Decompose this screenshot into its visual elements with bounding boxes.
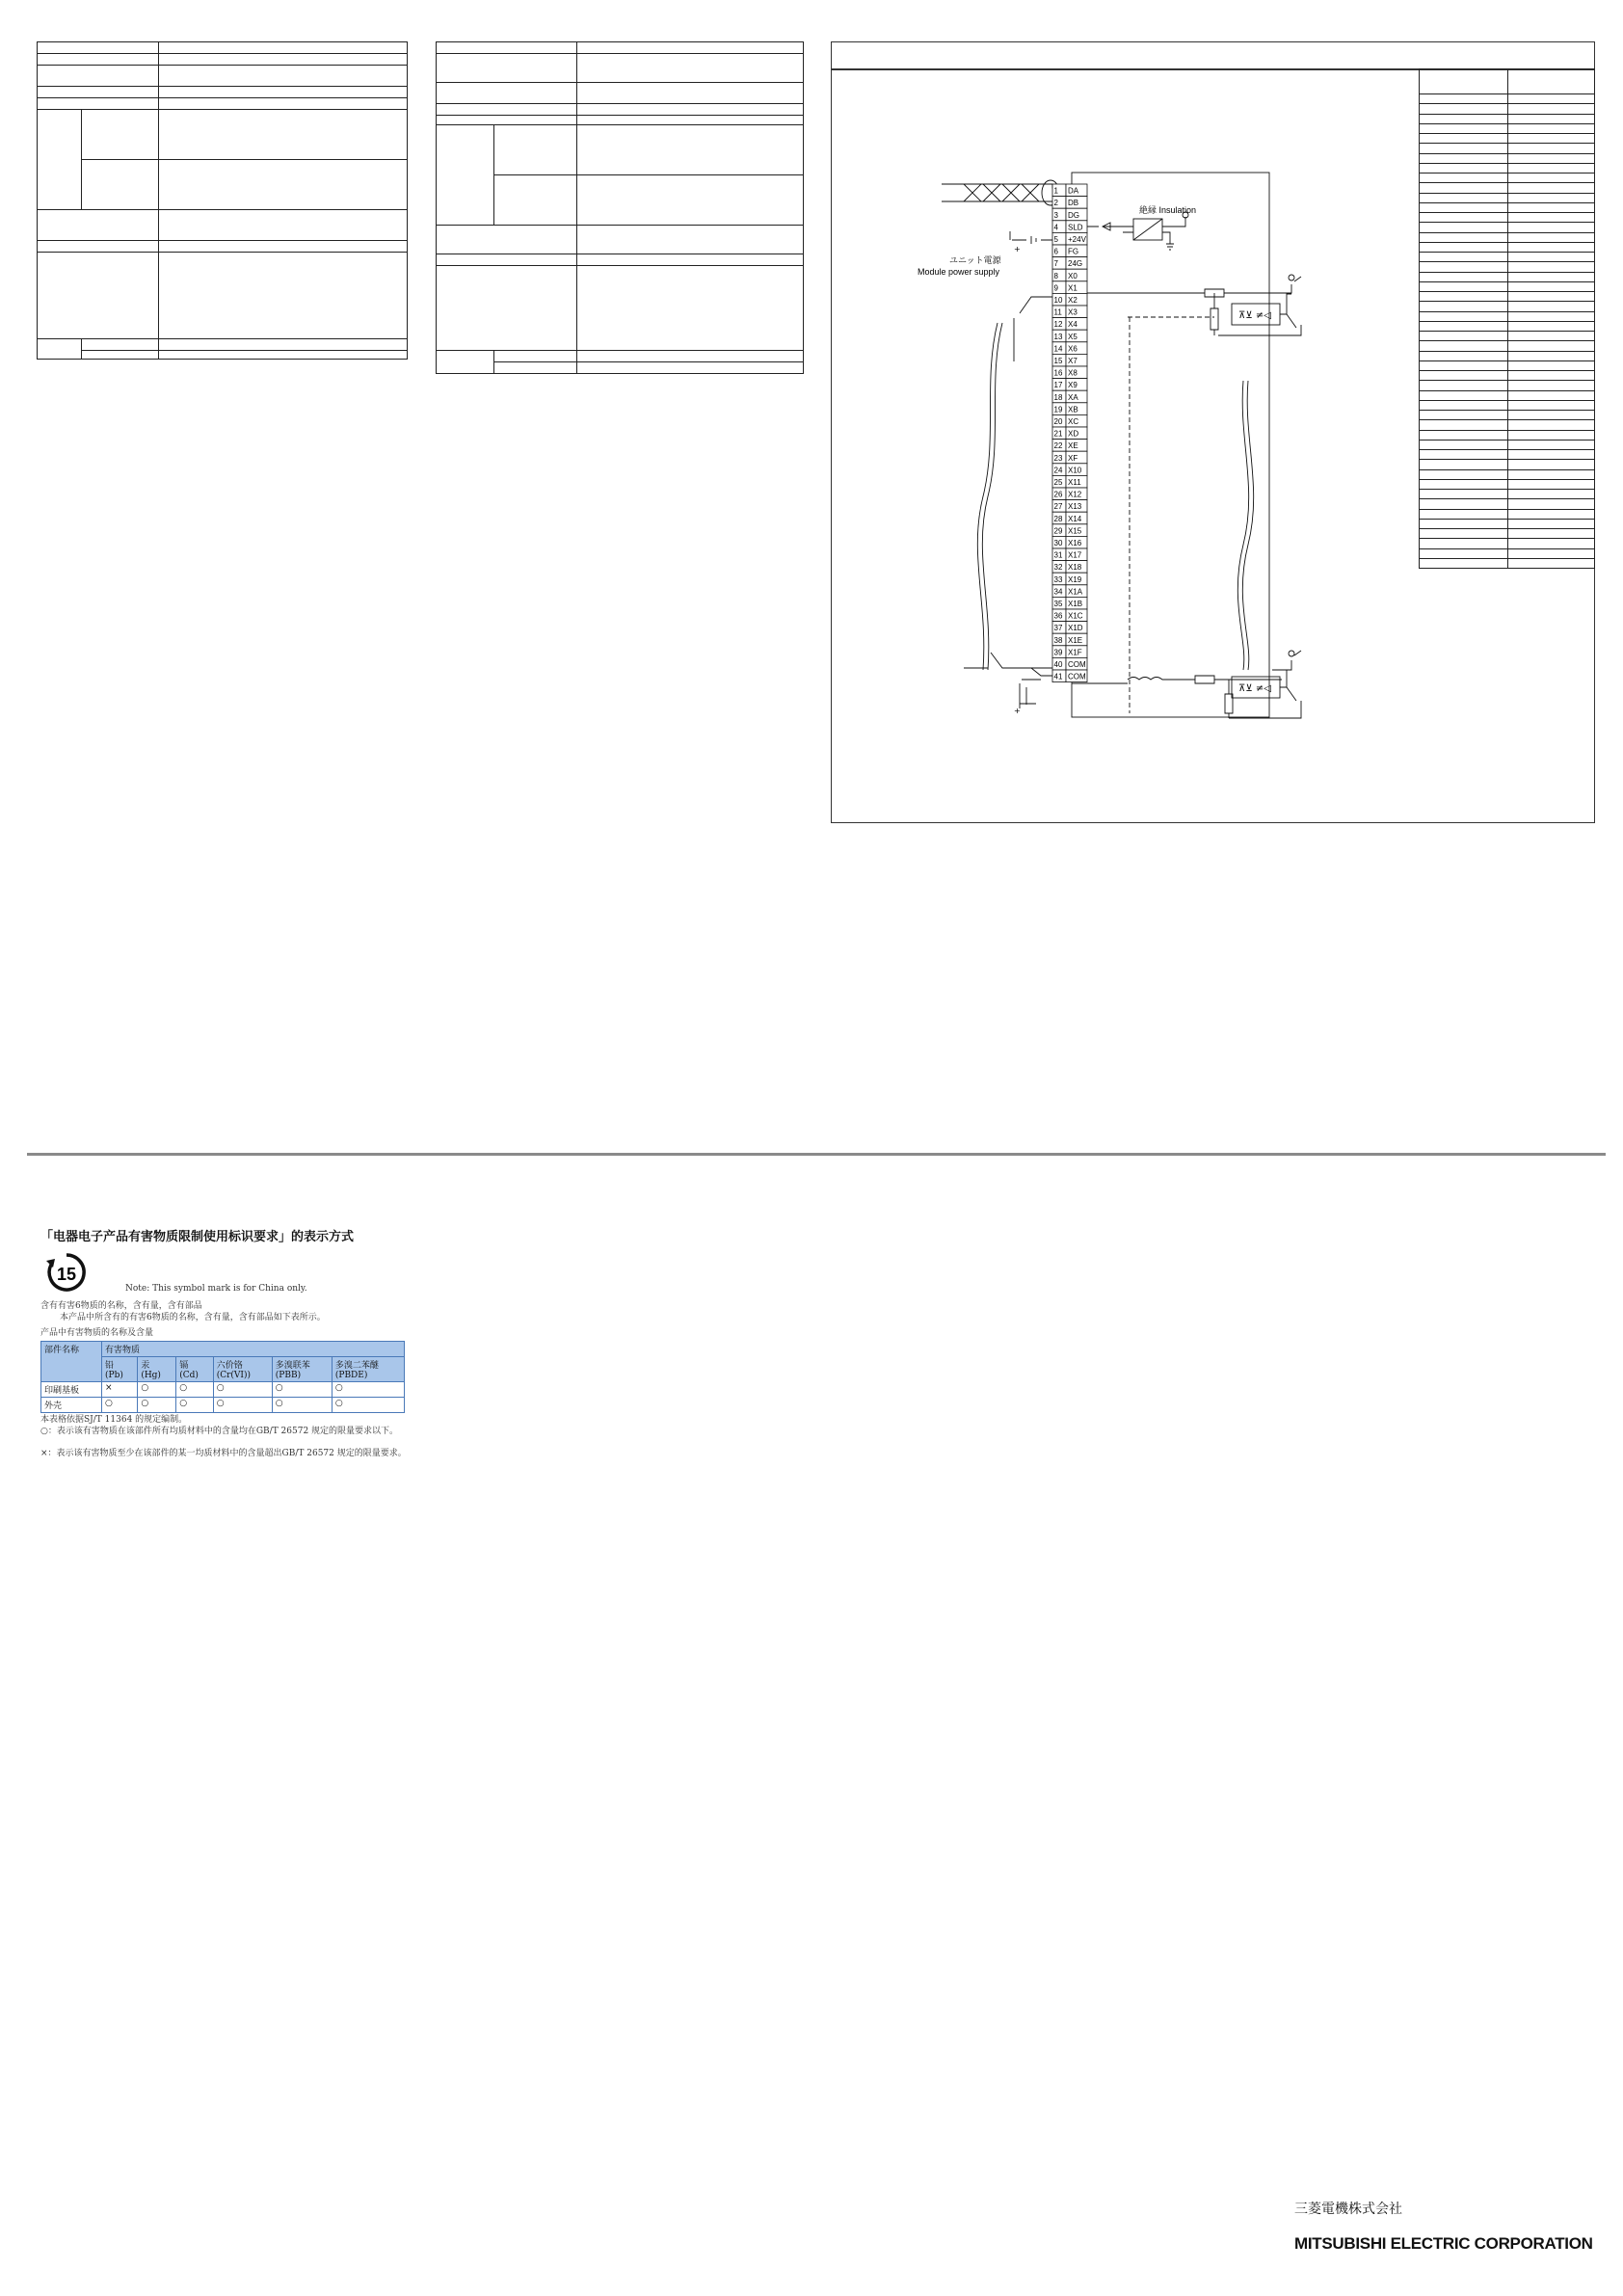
pin-table-row [1420, 114, 1595, 123]
rohs-line-2: 本产品中所含有的有害6物质的名称，含有量，含有部品如下表所示。 [60, 1313, 326, 1322]
pin-number: 22 [1053, 441, 1063, 451]
pin-number: 5 [1053, 235, 1058, 244]
rohs-note: Note: This symbol mark is for China only. [125, 1284, 307, 1294]
substance-header: 汞 (Hg) [138, 1357, 176, 1382]
pin-signal: X2 [1068, 296, 1078, 305]
pin-signal: X11 [1068, 478, 1081, 487]
pin-signal: 24G [1068, 259, 1083, 269]
pin-number: 23 [1053, 453, 1063, 463]
module-power-label-en: Module power supply [918, 267, 1000, 277]
company-name-en: MITSUBISHI ELECTRIC CORPORATION [1294, 2234, 1593, 2253]
pin-table-row [1420, 262, 1595, 272]
part-name: 外壳 [41, 1398, 102, 1413]
pin-signal: XF [1068, 453, 1078, 463]
pin-table-row [1420, 548, 1595, 558]
substance-mark: × [102, 1382, 138, 1398]
wiring-lines [942, 173, 1301, 718]
pin-table-row [1420, 400, 1595, 410]
pin-signal: X14 [1068, 514, 1082, 523]
pin-table-row [1420, 390, 1595, 400]
pin-table-row [1420, 144, 1595, 153]
pin-signal: X1C [1068, 611, 1083, 621]
pin-table-row [1420, 163, 1595, 173]
substance-header: 多溴二苯醚 (PBDE) [332, 1357, 404, 1382]
pin-number: 15 [1053, 357, 1063, 365]
pin-signal: X7 [1068, 357, 1078, 365]
company-name-jp: 三菱電機株式会社 [1294, 2202, 1402, 2217]
pin-table-row [1420, 420, 1595, 430]
pin-signal: X1B [1068, 600, 1083, 608]
insulation-label: 絶縁 Insulation [1139, 205, 1197, 215]
pin-signal: X1D [1068, 624, 1083, 633]
spec-table-1 [37, 41, 408, 360]
pin-number: 29 [1053, 526, 1063, 536]
col-part-header: 部件名称 [41, 1342, 102, 1382]
pin-signal: X17 [1068, 550, 1082, 560]
pin-number: 3 [1053, 210, 1058, 220]
pin-number: 20 [1053, 417, 1063, 426]
substance-mark: ○ [332, 1398, 404, 1413]
pin-table-row [1420, 272, 1595, 281]
pin-signal: X3 [1068, 307, 1078, 317]
pin-signal: X9 [1068, 381, 1078, 390]
substance-mark: ○ [176, 1398, 214, 1413]
pin-number: 7 [1053, 259, 1058, 269]
pin-number: 16 [1053, 368, 1063, 378]
pin-number: 8 [1053, 271, 1058, 280]
pin-number: 37 [1053, 624, 1063, 633]
substance-mark: ○ [272, 1382, 332, 1398]
pin-table-row [1420, 69, 1595, 94]
wiring-diagram [906, 169, 1330, 728]
pin-table-row [1420, 174, 1595, 183]
pin-table-row [1420, 490, 1595, 499]
pin-table-row [1420, 232, 1595, 242]
svg-text:15: 15 [56, 1265, 77, 1284]
substance-mark: ○ [332, 1382, 404, 1398]
plus-mark-top: + [1014, 245, 1021, 254]
pin-signal: X18 [1068, 563, 1082, 573]
rohs-foot-1: 本表格依据SJ/T 11364 的规定编制。 [40, 1415, 188, 1425]
pin-signal: X5 [1068, 332, 1078, 341]
pin-signal: X1A [1068, 587, 1083, 597]
pin-signal: XC [1068, 417, 1079, 426]
pin-table-row [1420, 371, 1595, 381]
pin-number: 4 [1053, 223, 1058, 232]
pin-number: 25 [1053, 478, 1063, 487]
pin-table-row [1420, 440, 1595, 449]
pin-signal: X8 [1068, 368, 1078, 378]
pin-table-row [1420, 311, 1595, 321]
pin-signal: X1 [1068, 283, 1078, 293]
pin-number: 14 [1053, 344, 1063, 354]
pin-table-row [1420, 292, 1595, 302]
substance-mark: ○ [213, 1382, 272, 1398]
rohs-foot-3: ×：表示该有害物质至少在该部件的某一均质材料中的含量超出GB/T 26572 规定的限量要求。 [40, 1449, 407, 1458]
pin-signal: X10 [1068, 466, 1082, 475]
pin-number: 12 [1053, 320, 1063, 330]
part-name: 印刷基板 [41, 1382, 102, 1398]
rohs-line-1: 含有有害6物质的名称，含有量，含有部品 [40, 1301, 202, 1311]
pin-table-row [1420, 123, 1595, 133]
pin-number: 13 [1053, 332, 1063, 341]
pin-signal: X16 [1068, 539, 1082, 547]
pin-signal: DG [1068, 210, 1079, 220]
pin-signal: SLD [1068, 223, 1083, 232]
rohs-title: 「电器电子产品有害物质限制使用标识要求」的表示方式 [40, 1230, 355, 1244]
pin-signal: XB [1068, 405, 1078, 414]
pin-table-row [1420, 430, 1595, 440]
pin-number: 30 [1053, 539, 1063, 547]
pin-number: 17 [1053, 381, 1063, 390]
col-group-header: 有害物质 [102, 1342, 405, 1357]
pin-table-row [1420, 134, 1595, 144]
pin-number: 21 [1053, 429, 1063, 439]
table-row [41, 1382, 405, 1398]
pin-table-row [1420, 223, 1595, 232]
pin-number: 1 [1053, 186, 1058, 196]
pin-signal: +24V [1068, 235, 1086, 244]
photocoupler-bottom-label: ⊼⊻ ≠◁ [1238, 683, 1271, 694]
pin-assignment-table [1419, 68, 1595, 569]
pin-number: 27 [1053, 502, 1063, 512]
pin-signal: X4 [1068, 320, 1078, 330]
pin-number: 38 [1053, 635, 1063, 645]
substance-mark: ○ [138, 1382, 176, 1398]
pin-signal: XD [1068, 429, 1079, 439]
pin-table-row [1420, 499, 1595, 509]
pin-signal: X0 [1068, 271, 1078, 280]
substance-mark: ○ [102, 1398, 138, 1413]
pin-table-row [1420, 411, 1595, 420]
pin-table-row [1420, 332, 1595, 341]
substance-mark: ○ [272, 1398, 332, 1413]
pin-signal: XE [1068, 441, 1078, 451]
pin-table-row [1420, 509, 1595, 519]
pin-table-row [1420, 302, 1595, 311]
pin-number: 31 [1053, 550, 1063, 560]
pin-table-row [1420, 529, 1595, 539]
pin-table-row [1420, 253, 1595, 262]
substance-mark: ○ [138, 1398, 176, 1413]
pin-number: 39 [1053, 648, 1063, 657]
pin-signal: X15 [1068, 526, 1082, 536]
substance-mark: ○ [176, 1382, 214, 1398]
pin-signal: X1E [1068, 635, 1083, 645]
pin-table-row [1420, 281, 1595, 291]
module-power-label-jp: ユニット電源 [949, 256, 1001, 266]
pin-signal: X12 [1068, 490, 1082, 499]
substance-header: 多溴联苯 (PBB) [272, 1357, 332, 1382]
pin-number: 41 [1053, 672, 1063, 681]
pin-signal: FG [1068, 247, 1079, 256]
pin-number: 35 [1053, 600, 1063, 608]
section-divider [27, 1153, 1606, 1156]
pin-table-row [1420, 341, 1595, 351]
pin-number: 40 [1053, 660, 1063, 669]
terminal-block [1052, 184, 1087, 682]
pin-table-row [1420, 460, 1595, 469]
pin-table-row [1420, 539, 1595, 548]
substance-header: 镉 (Cd) [176, 1357, 214, 1382]
pin-table-row [1420, 104, 1595, 114]
pin-table-row [1420, 519, 1595, 528]
table-row [41, 1398, 405, 1413]
pin-number: 34 [1053, 587, 1063, 597]
pin-signal: DB [1068, 199, 1079, 208]
pin-signal: COM [1068, 660, 1086, 669]
pin-signal: X19 [1068, 574, 1082, 584]
pin-number: 28 [1053, 514, 1063, 523]
substance-header: 六价铬 (Cr(VI)) [213, 1357, 272, 1382]
pin-table-row [1420, 479, 1595, 489]
pin-table-row [1420, 202, 1595, 212]
pin-table-row [1420, 381, 1595, 390]
plus-mark-bottom: + [1014, 707, 1021, 715]
spec-table-2 [436, 41, 804, 374]
pin-signal: XA [1068, 392, 1078, 402]
pin-number: 6 [1053, 247, 1058, 256]
pin-table-row [1420, 213, 1595, 223]
rohs-foot-2: ○：表示该有害物质在该部件所有均质材料中的含量均在GB/T 26572 规定的限量要求以下。 [40, 1427, 399, 1436]
pin-table-row [1420, 360, 1595, 370]
pin-table-row [1420, 558, 1595, 568]
pin-number: 19 [1053, 405, 1063, 414]
rohs-line-3: 产品中有害物质的名称及含量 [40, 1328, 154, 1338]
pin-number: 26 [1053, 490, 1063, 499]
pin-number: 9 [1053, 283, 1058, 293]
pin-table-row [1420, 94, 1595, 104]
pin-table-row [1420, 469, 1595, 479]
pin-table-row [1420, 242, 1595, 252]
pin-signal: X13 [1068, 502, 1082, 512]
pin-table-row [1420, 321, 1595, 331]
substance-header: 铅 (Pb) [102, 1357, 138, 1382]
pin-number: 33 [1053, 574, 1063, 584]
pin-number: 2 [1053, 199, 1058, 208]
rohs-substance-table [40, 1341, 405, 1413]
pin-table-row [1420, 351, 1595, 360]
pin-signal: DA [1068, 186, 1079, 196]
pin-signal: X1F [1068, 648, 1082, 657]
pin-signal: X6 [1068, 344, 1078, 354]
pin-table-row [1420, 450, 1595, 460]
pin-number: 18 [1053, 392, 1063, 402]
pin-number: 10 [1053, 296, 1063, 305]
pin-number: 24 [1053, 466, 1063, 475]
pin-number: 11 [1053, 307, 1062, 317]
pin-table-row [1420, 183, 1595, 193]
pin-signal: COM [1068, 672, 1086, 681]
pin-table-row [1420, 153, 1595, 163]
pin-number: 36 [1053, 611, 1063, 621]
photocoupler-top-label: ⊼⊻ ≠◁ [1238, 310, 1271, 321]
pin-table-row [1420, 193, 1595, 202]
substance-mark: ○ [213, 1398, 272, 1413]
rohs-15-logo [42, 1251, 91, 1294]
pin-number: 32 [1053, 563, 1063, 573]
